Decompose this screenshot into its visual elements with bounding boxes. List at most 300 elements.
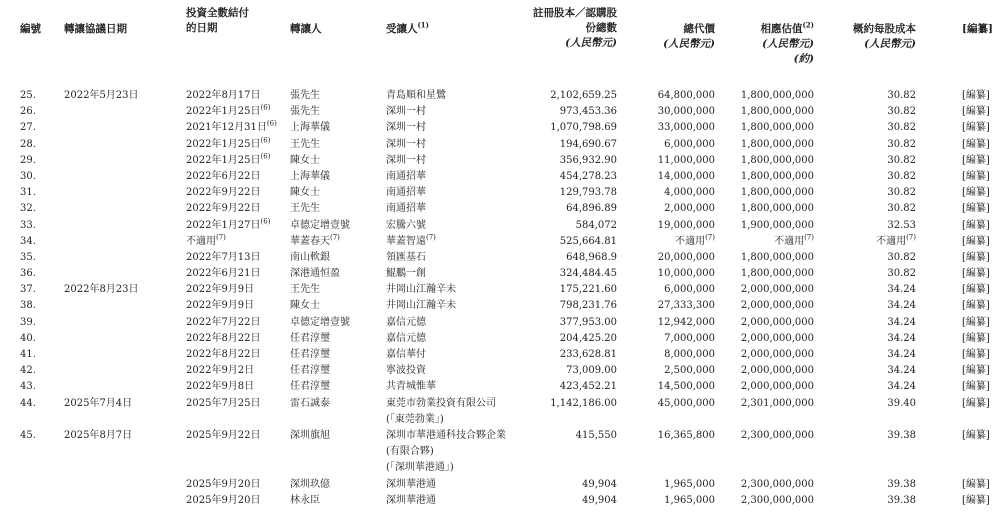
cell-no xyxy=(20,234,36,250)
footnote-marker: (7) xyxy=(705,233,715,242)
cell-tor xyxy=(290,379,330,395)
cell-settle-text: 2022年6月22日 xyxy=(186,170,261,182)
cell-no xyxy=(20,88,36,104)
cell-settle-text: 2021年12月31日 xyxy=(186,122,267,134)
cell-tee-text: 深圳市華港通科技合夥企業 xyxy=(386,429,506,441)
cell-tor xyxy=(290,185,320,201)
cell-cap xyxy=(582,477,617,493)
cell-cost xyxy=(887,201,916,217)
cell-no xyxy=(20,104,36,120)
cell-tee xyxy=(386,218,426,234)
cell-val xyxy=(741,137,814,153)
cell-tee-text: 共青城惟華 xyxy=(386,381,436,393)
cell-no-text: 27. xyxy=(20,122,36,134)
cell-tee-text: 南通招華 xyxy=(386,170,426,182)
cell-red xyxy=(962,201,990,217)
cell-cap xyxy=(566,250,617,266)
cell-val-text: 2,300,000,000 xyxy=(740,478,814,490)
footnote-marker: (7) xyxy=(426,233,436,242)
cell-red xyxy=(962,298,990,314)
cell-agr xyxy=(64,282,139,298)
footnote-marker: (7) xyxy=(804,233,814,242)
cell-no xyxy=(20,315,36,331)
cell-val-text: 不適用 xyxy=(774,235,805,247)
cell-cap-text: 49,904 xyxy=(582,478,617,490)
header-transferee-label: 受讓人 xyxy=(386,23,418,35)
cell-tor xyxy=(290,493,320,509)
cell-tor-text: 雷石誠泰 xyxy=(290,397,330,409)
cell-red-text: [編纂] xyxy=(962,268,990,280)
cell-tor xyxy=(290,331,330,347)
cell-cost-text: 39.38 xyxy=(887,494,916,506)
cell-tor xyxy=(290,218,350,234)
cell-cost xyxy=(887,282,916,298)
cell-con-text: 12,942,000 xyxy=(657,316,715,328)
cell-val-text: 1,800,000,000 xyxy=(740,203,814,215)
cell-red-text: [編纂] xyxy=(962,429,990,441)
cell-settle xyxy=(186,234,226,250)
cell-cost-text: 30.82 xyxy=(887,251,916,263)
cell-con-text: 20,000,000 xyxy=(657,251,715,263)
cell-settle xyxy=(186,266,261,282)
cell-agr-text: 2022年8月23日 xyxy=(64,284,139,296)
cell-val xyxy=(741,104,814,120)
cell-tor xyxy=(290,153,320,169)
cell-val xyxy=(741,201,814,217)
cell-no-text: 25. xyxy=(20,90,36,101)
cell-val xyxy=(741,298,814,314)
cell-tor xyxy=(290,266,340,282)
footnote-marker: (7) xyxy=(906,233,916,242)
cell-red-text: [編纂] xyxy=(962,235,990,247)
cell-tor xyxy=(290,201,320,217)
cell-cost-text: 39.40 xyxy=(887,397,916,409)
cell-red-text: [編纂] xyxy=(962,138,990,150)
cell-no xyxy=(20,250,36,266)
cell-tor-text: 卓德定增壹號 xyxy=(290,316,350,328)
cell-con-text: 1,965,000 xyxy=(664,478,715,490)
cell-no xyxy=(20,153,36,169)
footnote-marker: (7) xyxy=(216,233,226,242)
cell-agr-text: 2025年7月4日 xyxy=(64,397,133,409)
cell-con-text: 14,000,000 xyxy=(657,170,715,182)
cell-val xyxy=(741,363,814,379)
cell-tee-text: 東莞市勃業投資有限公司 xyxy=(386,397,496,409)
cell-con-text: 10,000,000 xyxy=(657,268,715,280)
cell-no-text: 29. xyxy=(20,154,36,166)
cell-con xyxy=(658,396,715,412)
cell-tee-text: 領匯基石 xyxy=(386,251,426,263)
cell-tee-text: (「東莞勃業」) xyxy=(386,413,444,425)
cell-no-text: 42. xyxy=(20,365,36,377)
table-row xyxy=(0,266,1000,282)
table-row xyxy=(0,137,1000,153)
cell-settle xyxy=(186,363,254,379)
cell-val-text: 1,800,000,000 xyxy=(740,268,814,280)
cell-tor xyxy=(290,396,330,412)
cell-con xyxy=(658,379,715,395)
table-row xyxy=(0,298,1000,314)
cell-cap xyxy=(576,218,617,234)
cell-val xyxy=(741,331,814,347)
cell-cap-text: 584,072 xyxy=(575,219,617,231)
cell-cost xyxy=(887,331,916,347)
cell-tee xyxy=(386,250,426,266)
cell-no-text: 32. xyxy=(20,203,36,215)
cell-cost xyxy=(887,363,916,379)
cell-no-text: 44. xyxy=(20,397,36,409)
cell-red-text: [編纂] xyxy=(962,332,990,344)
cell-val xyxy=(741,477,814,493)
cell-con xyxy=(664,347,715,363)
cell-con xyxy=(664,201,715,217)
cell-con xyxy=(664,493,715,509)
cell-red xyxy=(962,169,990,185)
cell-tee xyxy=(386,363,426,379)
cell-red xyxy=(962,379,990,395)
cell-tee-text: 宏騰六號 xyxy=(386,219,426,231)
table-row xyxy=(0,379,1000,395)
cell-cap-text: 194,690.67 xyxy=(559,138,617,150)
table-row xyxy=(0,153,1000,169)
cell-cost xyxy=(887,477,916,493)
cell-tor-text: 陳女士 xyxy=(290,154,320,166)
cell-con xyxy=(664,331,715,347)
cell-tee-text: (有限合夥) xyxy=(386,446,434,458)
table-row xyxy=(0,104,1000,120)
cell-red-text: [編纂] xyxy=(962,251,990,263)
cell-settle-text: 2022年7月22日 xyxy=(186,316,261,328)
cell-no xyxy=(20,363,36,379)
cell-red xyxy=(962,428,990,444)
cell-red xyxy=(962,477,990,493)
cell-red-text: [編纂] xyxy=(962,494,990,506)
cell-tor-text: 上海華儀 xyxy=(290,122,330,134)
footnote-marker: (7) xyxy=(330,233,340,242)
cell-tee xyxy=(386,477,436,493)
table-row xyxy=(0,234,1000,250)
cell-cost xyxy=(887,169,916,185)
cell-val-text: 2,000,000,000 xyxy=(740,332,814,344)
cell-con xyxy=(658,315,715,331)
cell-no xyxy=(20,266,36,282)
cell-con-text: 1,965,000 xyxy=(664,494,715,506)
cell-val-text: 2,000,000,000 xyxy=(740,300,814,312)
cell-tor-text: 王先生 xyxy=(290,138,320,150)
cell-con xyxy=(675,234,715,250)
cell-con-text: 33,000,000 xyxy=(657,122,715,134)
cell-con xyxy=(658,298,715,314)
cell-cost-text: 34.24 xyxy=(887,349,916,360)
cell-con-text: 45,000,000 xyxy=(657,397,715,409)
cell-val xyxy=(741,493,814,509)
cell-no-text: 31. xyxy=(20,187,36,199)
cell-cost-text: 不適用 xyxy=(876,235,907,247)
cell-red-text: [編纂] xyxy=(962,284,990,296)
cell-cost-text: 39.38 xyxy=(887,429,916,441)
cell-tee-text: 深圳華港通 xyxy=(386,494,436,506)
cell-val xyxy=(741,379,814,395)
cell-val xyxy=(741,120,814,136)
cell-cost xyxy=(887,428,916,444)
cell-con-text: 16,365,800 xyxy=(657,429,715,441)
cell-settle-text: 2022年8月22日 xyxy=(186,349,261,360)
header-cost-unit: (人民幣元) xyxy=(864,38,916,50)
cell-cap xyxy=(560,331,617,347)
cell-tee xyxy=(386,282,456,298)
cell-no-text: 26. xyxy=(20,106,36,118)
cell-tee xyxy=(386,460,454,476)
cell-val-text: 2,301,000,000 xyxy=(740,397,814,409)
cell-con-text: 6,000,000 xyxy=(664,138,715,150)
cell-tee-text: 深圳一村 xyxy=(386,106,426,118)
cell-red-text: [編纂] xyxy=(962,106,990,118)
cell-cap-text: 798,231.76 xyxy=(559,300,617,312)
cell-settle xyxy=(186,218,270,234)
cell-red xyxy=(962,88,990,104)
cell-cap-text: 356,932.90 xyxy=(559,154,617,166)
cell-cap-text: 64,896.89 xyxy=(566,203,617,215)
cell-tee-text: 井岡山江瀚辛未 xyxy=(386,300,456,312)
cell-val-text: 2,000,000,000 xyxy=(740,365,814,377)
cell-tor xyxy=(290,137,320,153)
cell-settle xyxy=(186,250,261,266)
cell-settle xyxy=(186,120,277,136)
cell-cost xyxy=(887,153,916,169)
cell-settle xyxy=(186,153,270,169)
cell-tee xyxy=(386,104,426,120)
cell-red-text: [編纂] xyxy=(962,170,990,182)
cell-tor xyxy=(290,428,330,444)
cell-settle-text: 2025年7月25日 xyxy=(186,397,261,409)
cell-red-text: [編纂] xyxy=(962,90,990,101)
table-header xyxy=(0,6,1000,78)
cell-val-text: 2,000,000,000 xyxy=(740,381,814,393)
cell-settle-text: 2022年1月25日 xyxy=(186,106,261,118)
table-row xyxy=(0,347,1000,363)
cell-cost xyxy=(887,266,916,282)
header-consideration-unit: (人民幣元) xyxy=(663,38,715,50)
cell-cap xyxy=(560,185,617,201)
cell-con xyxy=(658,104,715,120)
cell-con xyxy=(664,137,715,153)
cell-tee xyxy=(386,444,434,460)
cell-no xyxy=(20,379,36,395)
cell-settle xyxy=(186,185,261,201)
table-row xyxy=(0,477,1000,493)
cell-cap-text: 233,628.81 xyxy=(559,349,617,360)
cell-settle-text: 2025年9月22日 xyxy=(186,429,261,441)
cell-cap-text: 525,664.81 xyxy=(559,235,617,247)
cell-cost-text: 39.38 xyxy=(887,478,916,490)
cell-cost-text: 30.82 xyxy=(887,154,916,166)
table-row xyxy=(0,120,1000,136)
cell-con xyxy=(658,120,715,136)
cell-cap-text: 973,453.36 xyxy=(559,106,617,118)
cell-cap-text: 648,968.9 xyxy=(566,251,617,263)
cell-settle xyxy=(186,315,261,331)
cell-tor-text: 南山軟銀 xyxy=(290,251,330,263)
cell-val-text: 1,800,000,000 xyxy=(740,251,814,263)
cell-settle-text: 2025年9月20日 xyxy=(186,478,261,490)
cell-tor-text: 陳女士 xyxy=(290,187,320,199)
cell-con-text: 6,000,000 xyxy=(664,284,715,296)
cell-cost xyxy=(887,250,916,266)
cell-val xyxy=(741,169,814,185)
cell-tee-text: 青島順和星鷺 xyxy=(386,90,446,101)
cell-settle xyxy=(186,331,261,347)
cell-cap xyxy=(560,234,617,250)
footnote-marker: (6) xyxy=(260,217,271,226)
cell-red-text: [編纂] xyxy=(962,219,990,231)
cell-tee xyxy=(386,266,426,282)
cell-val-text: 2,300,000,000 xyxy=(740,494,814,506)
cell-val xyxy=(741,185,814,201)
cell-red xyxy=(962,347,990,363)
cell-settle xyxy=(186,137,270,153)
cell-cost xyxy=(887,104,916,120)
cell-settle-text: 2022年9月22日 xyxy=(186,203,261,215)
table-row xyxy=(0,363,1000,379)
cell-tee xyxy=(386,347,426,363)
cell-val-text: 1,800,000,000 xyxy=(740,106,814,118)
cell-cost xyxy=(876,234,916,250)
cell-val xyxy=(741,347,814,363)
footnote-marker: (6) xyxy=(260,152,271,161)
cell-settle xyxy=(186,104,270,120)
cell-tor xyxy=(290,363,330,379)
cell-tor-text: 任君淳璽 xyxy=(290,381,330,393)
cell-tee-text: 嘉信華付 xyxy=(386,349,426,360)
cell-tor-text: 深圳玖億 xyxy=(290,478,330,490)
cell-cap-text: 454,278.23 xyxy=(559,170,617,182)
cell-tee-text: 井岡山江瀚辛未 xyxy=(386,284,456,296)
footnote-marker: (6) xyxy=(260,103,271,112)
cell-cost-text: 30.82 xyxy=(887,106,916,118)
table-row xyxy=(0,396,1000,412)
cell-tor-text: 華蓋春天 xyxy=(290,235,330,247)
cell-red-text: [編纂] xyxy=(962,154,990,166)
cell-tor xyxy=(290,250,330,266)
header-settlement-date-l2: 的日期 xyxy=(186,22,218,34)
cell-settle xyxy=(186,493,261,509)
cell-cap xyxy=(560,379,617,395)
cell-cost-text: 34.24 xyxy=(887,300,916,312)
header-valuation-approx: (約) xyxy=(793,53,814,65)
table-row xyxy=(0,315,1000,331)
cell-cost-text: 34.24 xyxy=(887,365,916,377)
cell-tor-text: 任君淳璽 xyxy=(290,365,330,377)
cell-con-text: 8,000,000 xyxy=(664,349,715,360)
cell-settle xyxy=(186,428,261,444)
table-row xyxy=(0,493,1000,509)
cell-con xyxy=(664,185,715,201)
cell-red xyxy=(962,250,990,266)
cell-tor-text: 卓德定增壹號 xyxy=(290,219,350,231)
cell-cap-text: 423,452.21 xyxy=(559,381,617,393)
cell-cap-text: 49,904 xyxy=(582,494,617,506)
cell-val xyxy=(741,428,814,444)
cell-con-text: 11,000,000 xyxy=(657,154,715,166)
cell-cap xyxy=(576,428,617,444)
cell-tor-text: 深圳旗旭 xyxy=(290,429,330,441)
cell-no-text: 41. xyxy=(20,349,36,360)
header-valuation-note: (2) xyxy=(802,20,814,30)
cell-settle xyxy=(186,477,261,493)
cell-val-text: 2,000,000,000 xyxy=(740,349,814,360)
cell-settle-text: 2022年1月25日 xyxy=(186,154,261,166)
cell-cap-text: 1,142,186.00 xyxy=(550,397,617,409)
cell-tee-text: 鯤鵬一創 xyxy=(386,268,426,280)
cell-cap xyxy=(582,493,617,509)
cell-no xyxy=(20,120,36,136)
cell-cost-text: 32.53 xyxy=(887,219,916,231)
cell-val xyxy=(741,250,814,266)
cell-cost xyxy=(887,120,916,136)
cell-agr xyxy=(64,428,132,444)
cell-cost xyxy=(887,185,916,201)
cell-no-text: 36. xyxy=(20,268,36,280)
cell-tee xyxy=(386,120,426,136)
cell-tor xyxy=(290,104,320,120)
cell-cost xyxy=(887,298,916,314)
cell-no-text: 40. xyxy=(20,332,36,344)
cell-cap xyxy=(560,169,617,185)
table-row xyxy=(0,428,1000,444)
header-consideration: 總代價 xyxy=(683,23,715,35)
cell-cap-text: 129,793.78 xyxy=(559,187,617,199)
table-row xyxy=(0,460,1000,476)
cell-con xyxy=(658,169,715,185)
cell-tor-text: 林永臣 xyxy=(290,494,320,506)
cell-tee xyxy=(386,331,426,347)
header-capital-l2: 份總數 xyxy=(585,22,617,34)
cell-no-text: 33. xyxy=(20,219,36,231)
cell-settle xyxy=(186,169,261,185)
cell-red xyxy=(962,363,990,379)
header-cost: 概約每股成本 xyxy=(853,23,916,35)
cell-val xyxy=(774,234,814,250)
cell-cap-text: 175,221.60 xyxy=(559,284,617,296)
cell-settle-text: 2022年9月9日 xyxy=(186,300,255,312)
cell-cap xyxy=(560,315,617,331)
cell-tor-text: 任君淳璽 xyxy=(290,332,330,344)
cell-red-text: [編纂] xyxy=(962,478,990,490)
cell-agr xyxy=(64,88,139,104)
cell-tee xyxy=(386,88,446,104)
cell-red-text: [編纂] xyxy=(962,349,990,360)
cell-tee xyxy=(386,137,426,153)
cell-tee xyxy=(386,201,426,217)
cell-no-text: 39. xyxy=(20,316,36,328)
cell-cost xyxy=(887,218,916,234)
cell-no xyxy=(20,201,36,217)
cell-settle-text: 2022年9月2日 xyxy=(186,365,255,377)
cell-tee xyxy=(386,412,444,428)
cell-cap-text: 73,009.00 xyxy=(566,365,617,377)
cell-cost xyxy=(887,88,916,104)
header-valuation-unit: (人民幣元) xyxy=(762,38,814,50)
cell-no xyxy=(20,298,36,314)
cell-tor-text: 深港通恒盈 xyxy=(290,268,340,280)
cell-tor xyxy=(290,282,320,298)
cell-cost-text: 30.82 xyxy=(887,138,916,150)
cell-settle-text: 不適用 xyxy=(186,235,216,247)
cell-tee-text: 深圳一村 xyxy=(386,138,426,150)
cell-con-text: 14,500,000 xyxy=(657,381,715,393)
cell-tor-text: 張先生 xyxy=(290,90,320,101)
table-row xyxy=(0,282,1000,298)
